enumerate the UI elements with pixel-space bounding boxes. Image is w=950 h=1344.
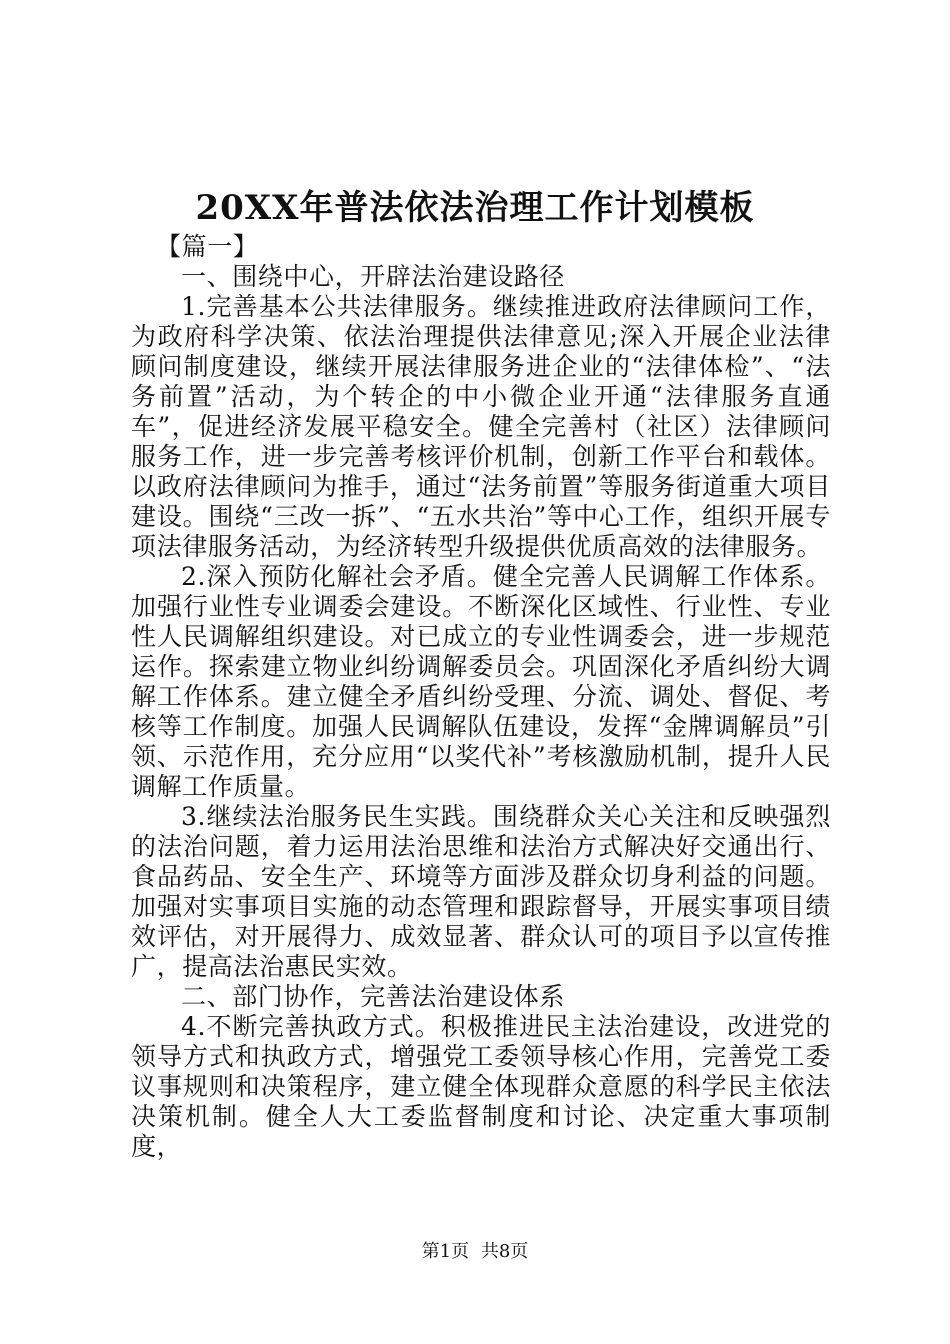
- heading-1: 一、围绕中心，开辟法治建设路径: [181, 262, 566, 291]
- page-footer: [0, 1240, 950, 1264]
- document-body: [131, 232, 831, 1162]
- page-number: 第1页: [421, 1241, 470, 1262]
- paragraph-1: 1.完善基本公共法律服务。继续推进政府法律顾问工作，为政府科学决策、依法治理提供法律意见;深入开展企业法律顾问制度建设，继续开展法律服务进企业的“法律体检”、“法务前置”活动，为个转企的中小微企业开通“法律服务直通车”，促进经济发展平稳安全。健全完善村（社区）法律顾问服务工作，进一步完善考核评价机制，创新工作平台和载体。以政府法律顾问为推手，通过“法务前置”等服务街道重大项目建设。围绕“三改一拆”、“五水共治”等中心工作，组织开展专项法律服务活动，为经济转型升级提供优质高效的法律服务。: [131, 292, 831, 561]
- section-mark: 【篇一】: [156, 232, 259, 261]
- paragraph-2: 2.深入预防化解社会矛盾。健全完善人民调解工作体系。加强行业性专业调委会建设。不断深化区域性、行业性、专业性人民调解组织建设。对已成立的专业性调委会，进一步规范运作。探索建立物业纠纷调解委员会。巩固深化矛盾纠纷大调解工作体系。建立健全矛盾纠纷受理、分流、调处、督促、考核等工作制度。加强人民调解队伍建设，发挥“金牌调解员”引领、示范作用，充分应用“以奖代补”考核激励机制，提升人民调解工作质量。: [131, 562, 831, 801]
- paragraph-3: 3.继续法治服务民生实践。围绕群众关心关注和反映强烈的法治问题，着力运用法治思维和法治方式解决好交通出行、食品药品、安全生产、环境等方面涉及群众切身利益的问题。加强对实事项目实施的动态管理和跟踪督导，开展实事项目绩效评估，对开展得力、成效显著、群众认可的项目予以宣传推广，提高法治惠民实效。: [131, 802, 831, 981]
- page-total: 共8页: [480, 1241, 529, 1262]
- document-title: 20XX年普法依法治理工作计划模板: [195, 188, 755, 228]
- heading-2: 二、部门协作，完善法治建设体系: [181, 982, 566, 1011]
- paragraph-4: 4.不断完善执政方式。积极推进民主法治建设，改进党的领导方式和执政方式，增强党工委领导核心作用，完善党工委议事规则和决策程序，建立健全体现群众意愿的科学民主依法决策机制。健全人大工委监督制度和讨论、决定重大事项制度，: [131, 1012, 831, 1161]
